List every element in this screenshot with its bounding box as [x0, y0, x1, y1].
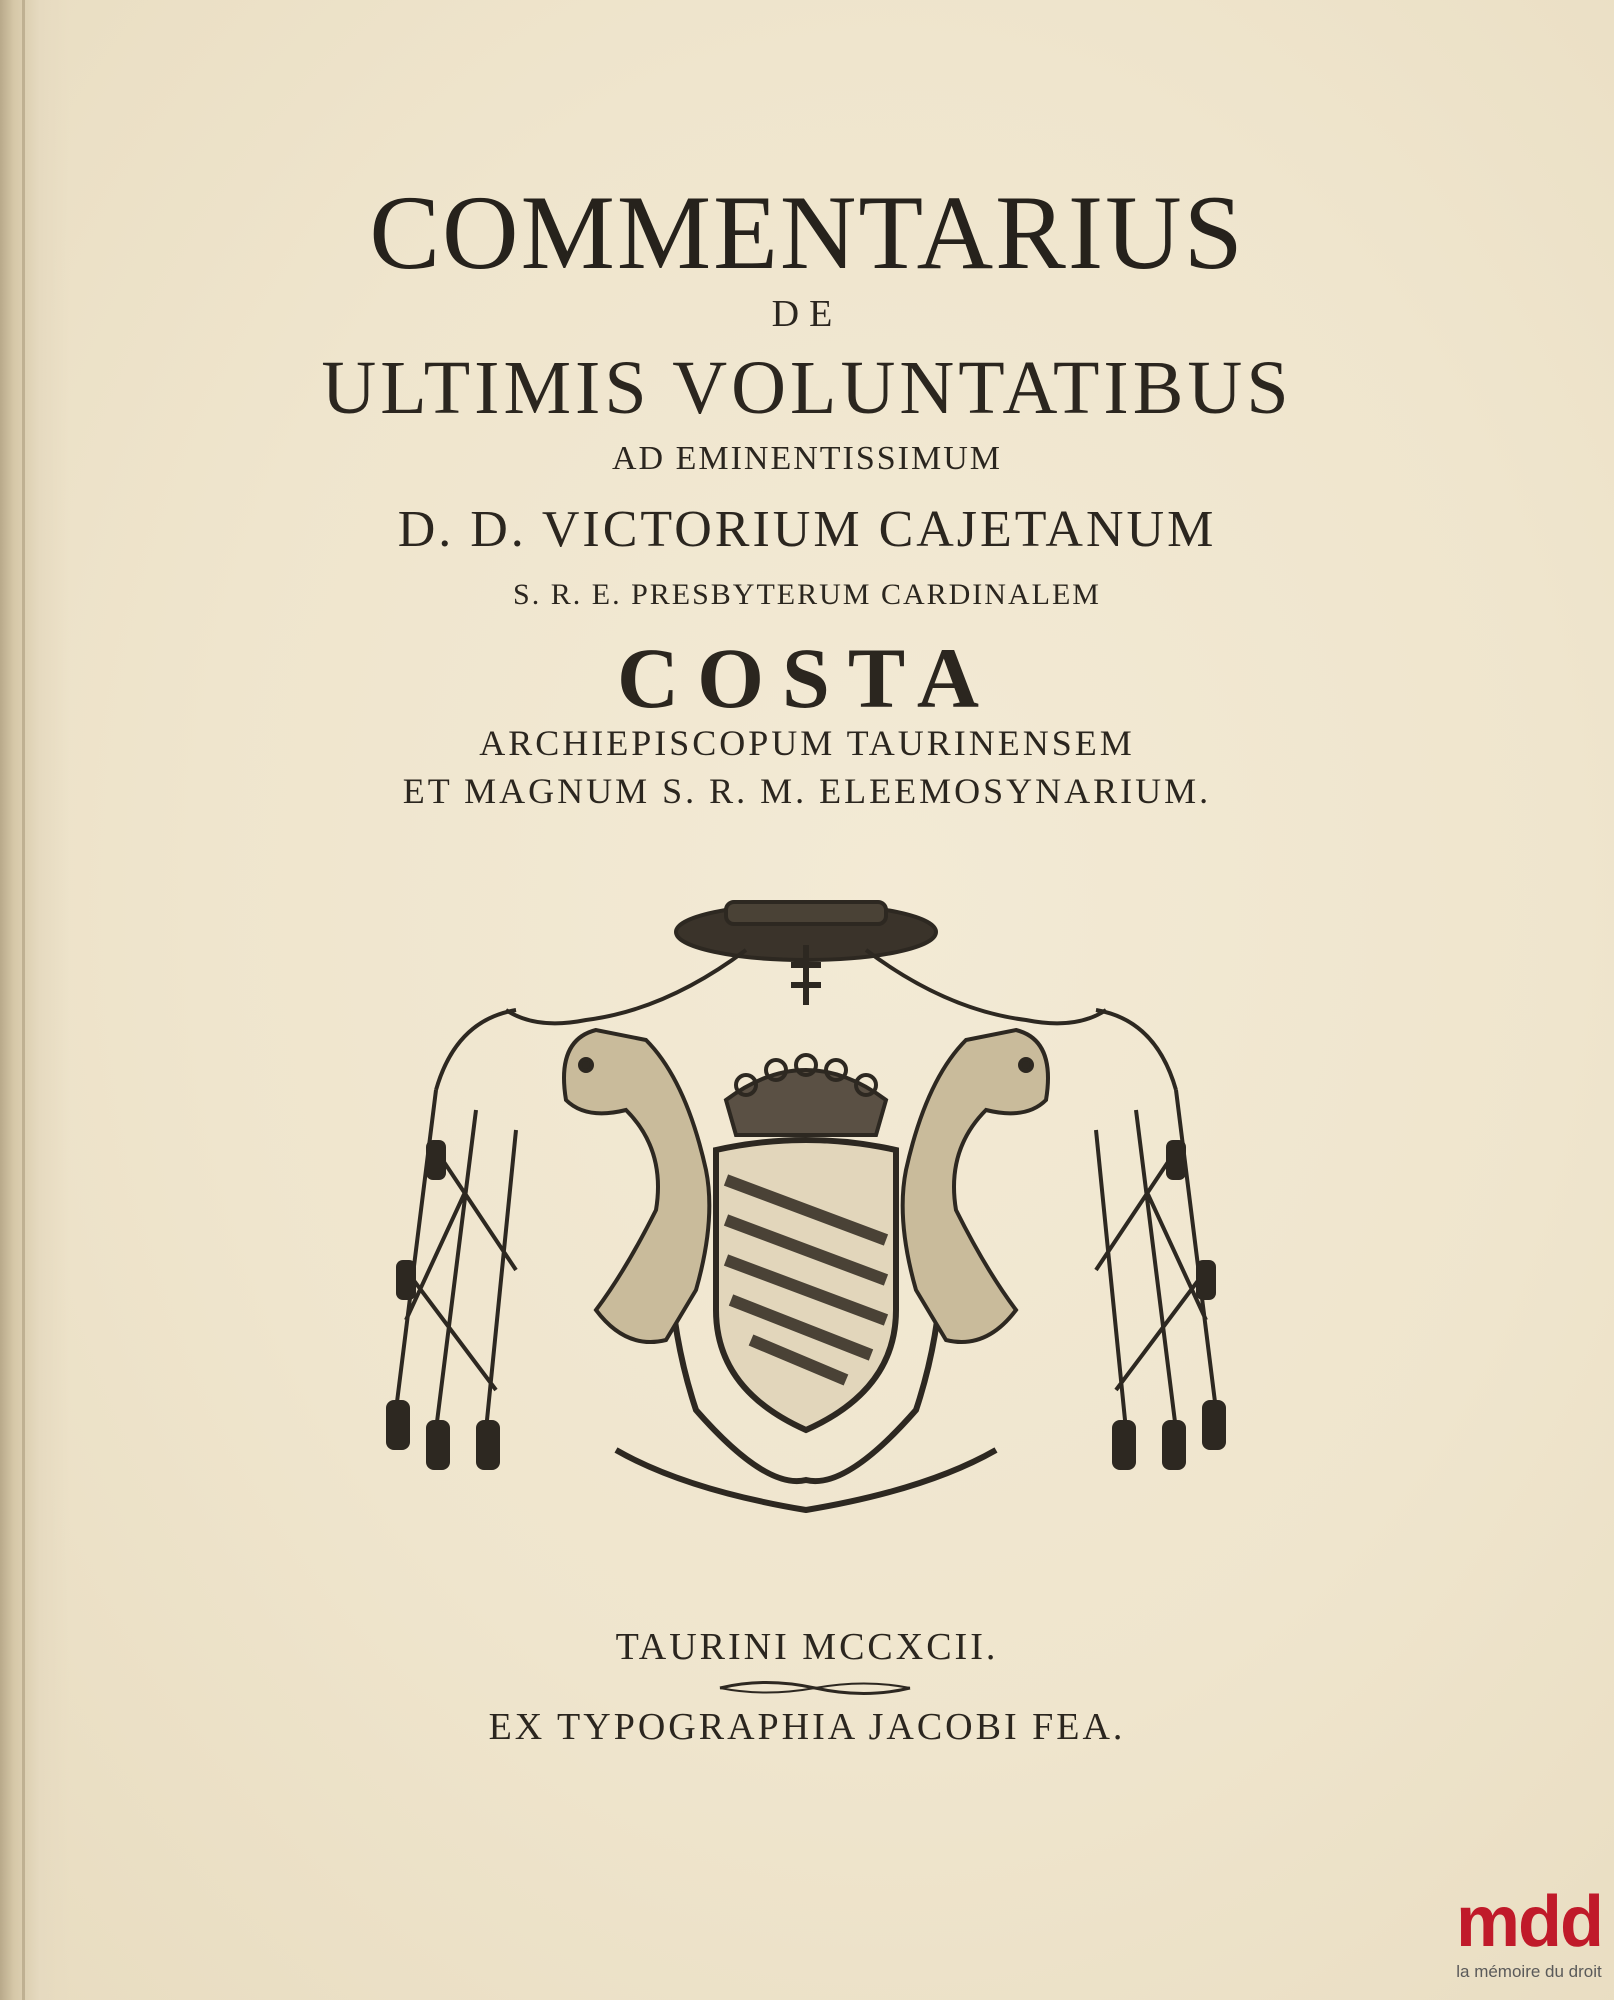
office-line-2: ET MAGNUM S. R. M. ELEEMOSYNARIUM.: [402, 771, 1212, 811]
book-subtitle: ULTIMIS VOLUNTATIBUS: [321, 346, 1293, 430]
publisher-watermark: [1450, 1882, 1608, 1996]
imprint-printer: EX TYPOGRAPHIA JACOBI FEA.: [488, 1706, 1126, 1748]
printers-flourish-icon: [715, 1675, 915, 1701]
dedicatee-name: COSTA: [617, 630, 997, 726]
dedication-line-3: S. R. E. PRESBYTERUM CARDINALEM: [513, 578, 1101, 611]
dedication-line-1: AD EMINENTISSIMUM: [611, 440, 1003, 477]
title-preposition: DE: [771, 293, 843, 335]
dedication-line-2: D. D. VICTORIUM CAJETANUM: [397, 501, 1217, 558]
imprint-place-date: TAURINI MCCXCII.: [615, 1626, 999, 1668]
watermark-tagline: la mémoire du droit: [1456, 1962, 1602, 1981]
watermark-logo: [1450, 1882, 1608, 1962]
watermark-logo-text: mdd: [1456, 1882, 1602, 1962]
book-title: COMMENTARIUS: [369, 174, 1245, 291]
office-line-1: ARCHIEPISCOPUM TAURINENSEM: [479, 723, 1135, 763]
cardinal-coat-of-arms-icon: [366, 890, 1246, 1530]
